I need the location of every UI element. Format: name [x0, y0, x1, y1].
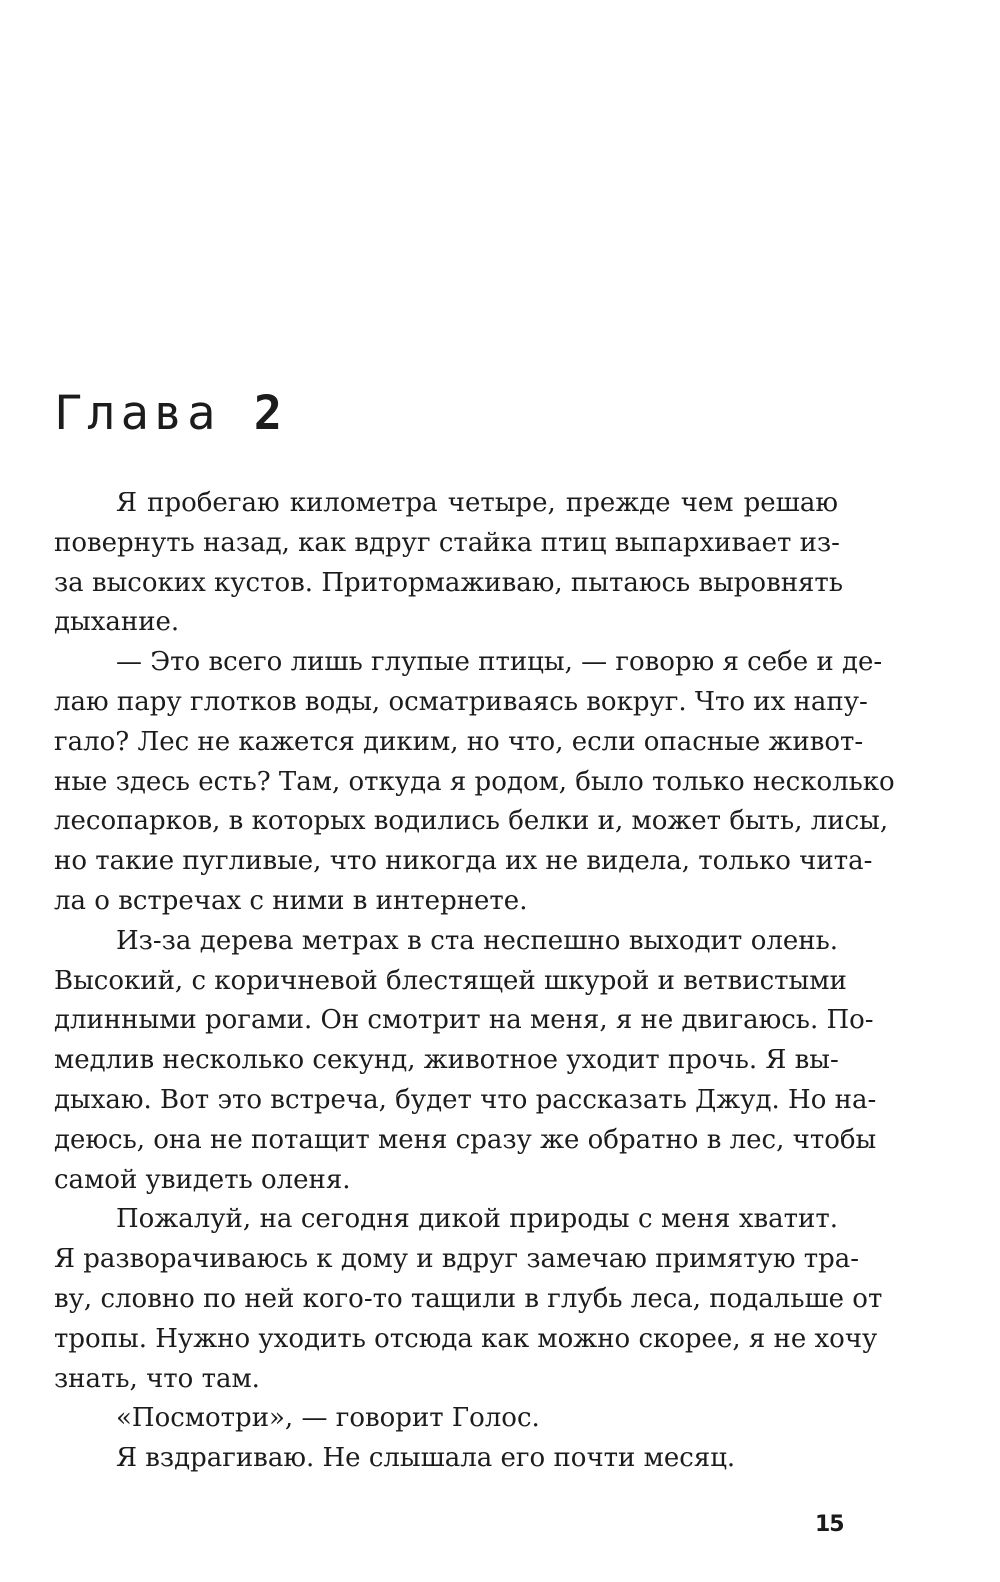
- text-line: знать, что там.: [54, 1363, 260, 1394]
- text-line: дыхаю. Вот это встреча, будет что рассказать Джуд. Но на-: [54, 1084, 877, 1115]
- text-line: дыхание.: [54, 607, 180, 638]
- text-line: ву, словно по ней кого-то тащили в глубь леса, подальше от: [54, 1283, 883, 1314]
- text-line: лесопарков, в которых водились белки и, может быть, лисы,: [54, 806, 889, 837]
- text-line: длинными рогами. Он смотрит на меня, я не двигаюсь. По-: [54, 1005, 874, 1036]
- text-line: Пожалуй, на сегодня дикой природы с меня хватит.: [116, 1204, 838, 1235]
- chapter-body-text: [54, 484, 895, 1479]
- text-line: лаю пару глотков воды, осматриваясь вокруг. Что их напу-: [54, 686, 868, 717]
- text-line: Из-за дерева метрах в ста неспешно выходит олень.: [116, 925, 838, 956]
- text-line: Я разворачиваюсь к дому и вдруг замечаю примятую тра-: [54, 1244, 860, 1275]
- text-line: деюсь, она не потащит меня сразу же обратно в лес, чтобы: [54, 1124, 877, 1155]
- text-line: тропы. Нужно уходить отсюда как можно скорее, я не хочу: [54, 1323, 878, 1354]
- chapter-number: 2: [253, 386, 288, 441]
- text-line: за высоких кустов. Притормаживаю, пытаюсь выровнять: [54, 567, 843, 598]
- chapter-title: [54, 386, 287, 441]
- text-line: ла о встречах с ними в интернете.: [54, 885, 528, 916]
- page-number: 15: [815, 1512, 844, 1537]
- text-line: Я пробегаю километра четыре, прежде чем решаю: [116, 488, 838, 518]
- text-line: ные здесь есть? Там, откуда я родом, было только несколько: [54, 766, 895, 797]
- text-line: Высокий, с коричневой блестящей шкурой и ветвистыми: [54, 965, 847, 996]
- text-line: медлив несколько секунд, животное уходит прочь. Я вы-: [54, 1045, 839, 1076]
- text-line: — Это всего лишь глупые птицы, — говорю я себе и де-: [116, 647, 883, 678]
- text-line: самой увидеть оленя.: [54, 1164, 351, 1195]
- text-line: Я вздрагиваю. Не слышала его почти месяц.: [116, 1443, 736, 1474]
- text-line: повернуть назад, как вдруг стайка птиц выпархивает из-: [54, 527, 840, 558]
- text-line: гало? Лес не кажется диким, но что, если опасные живот-: [54, 726, 864, 757]
- text-line: но такие пугливые, что никогда их не видела, только чита-: [54, 846, 873, 877]
- chapter-word: Глава: [54, 386, 221, 441]
- text-line: «Посмотри», — говорит Голос.: [116, 1403, 540, 1434]
